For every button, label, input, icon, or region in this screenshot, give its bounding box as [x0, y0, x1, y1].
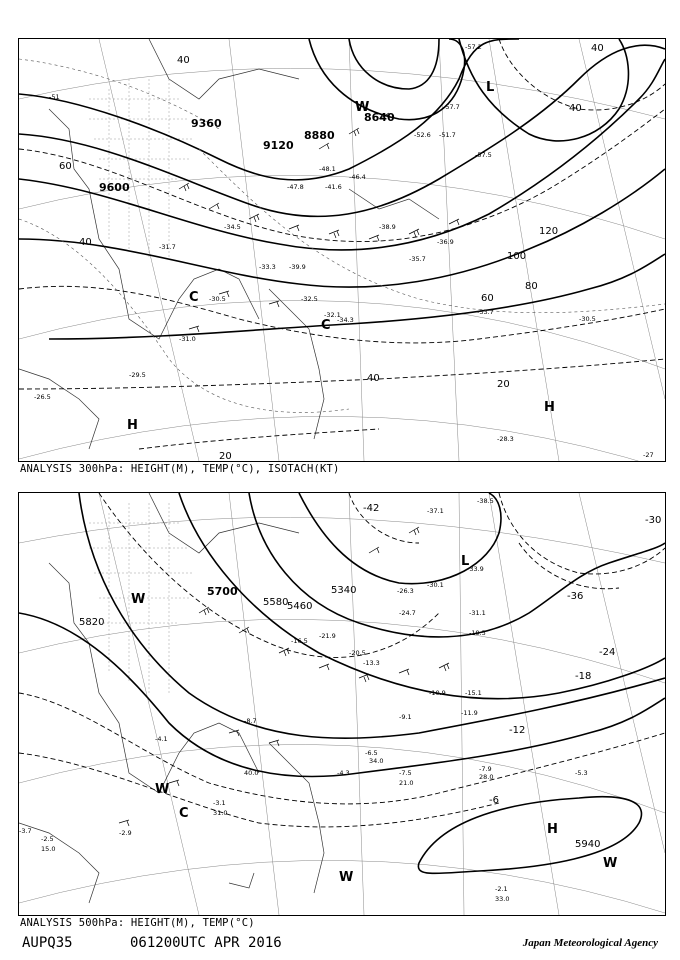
- isotach-label-40a: 40: [177, 55, 190, 66]
- station-temp: -2.1: [495, 885, 508, 893]
- height-contours: [19, 493, 665, 873]
- station-temp: -7.5: [399, 769, 412, 777]
- station-temperatures: [19, 497, 588, 903]
- station-temp: -3.7: [19, 827, 32, 835]
- isotherm-label-36: -36: [567, 591, 584, 602]
- station-temp: -11.9: [461, 709, 478, 717]
- station-temp: 31.0: [213, 809, 228, 817]
- height-label-9600: 9600: [99, 181, 130, 194]
- isotach-label-80: 80: [525, 281, 538, 292]
- station-temp: -39.9: [289, 263, 306, 271]
- station-temp: -38.5: [477, 497, 494, 505]
- isotach-label-120: 120: [539, 226, 559, 237]
- station-temp: -2.5: [41, 835, 54, 843]
- station-temp: -33.7: [477, 308, 494, 316]
- station-temp: -24.7: [399, 609, 416, 617]
- station-temp: -10.9: [429, 689, 446, 697]
- isotach-label-20b: 20: [219, 451, 232, 461]
- map-panel-300hpa: [18, 38, 666, 462]
- agency-name: Japan Meteorological Agency: [522, 937, 658, 949]
- isotherm-label-18: -18: [575, 671, 592, 682]
- station-temp: -57.2: [465, 43, 482, 51]
- station-temp: -31.0: [179, 335, 196, 343]
- station-temp: -32.1: [324, 311, 341, 319]
- analysis-datetime: 061200UTC APR 2016: [130, 935, 282, 951]
- height-label-9120: 9120: [263, 139, 294, 152]
- station-temp: 34.0: [369, 757, 384, 765]
- station-temp: -47.8: [287, 183, 304, 191]
- station-temp: -19.5: [469, 629, 486, 637]
- isotach-label-20a: 20: [497, 379, 510, 390]
- station-temp: -8.7: [244, 717, 257, 725]
- height-label-5580: 5580: [263, 597, 289, 608]
- isotach-label-60b: 60: [481, 293, 494, 304]
- station-temp: -7.9: [479, 765, 492, 773]
- isotherm-label-6: -6: [489, 795, 499, 806]
- station-temp: -21.9: [319, 632, 336, 640]
- station-temp: -57.5: [475, 151, 492, 159]
- coastline: [19, 493, 324, 903]
- station-temp: -48.1: [319, 165, 336, 173]
- station-temp: -26.5: [34, 393, 51, 401]
- low-pressure-symbol: L: [486, 80, 495, 95]
- height-label-5820: 5820: [79, 617, 105, 628]
- isotherm-label-24: -24: [599, 647, 616, 658]
- terrain-hatch: [89, 79, 194, 259]
- warm-center-symbol-a: W: [131, 592, 146, 607]
- height-label-8880: 8880: [304, 129, 335, 142]
- isotach-label-60a: 60: [59, 161, 72, 172]
- warm-center-symbol-d: W: [155, 782, 170, 797]
- map-500hpa-canvas: [19, 493, 665, 915]
- station-temp: -37.1: [427, 507, 444, 515]
- low-pressure-symbol: L: [461, 554, 470, 569]
- station-temp: -20.5: [349, 649, 366, 657]
- station-temp: -30.5: [579, 315, 596, 323]
- station-temp: -9.1: [399, 713, 412, 721]
- station-temp: -38.9: [379, 223, 396, 231]
- station-temp: -32.5: [301, 295, 318, 303]
- isotherm-label-30: -30: [645, 515, 662, 526]
- station-temp: -33.9: [467, 565, 484, 573]
- station-temp: -27: [643, 451, 654, 459]
- station-temp: -34.5: [224, 223, 241, 231]
- high-pressure-symbol-b: H: [544, 400, 555, 415]
- station-temp: 40.0: [244, 769, 259, 777]
- map-300hpa-canvas: [19, 39, 665, 461]
- station-temp: -52.6: [414, 131, 431, 139]
- station-temp: -4.3: [337, 769, 350, 777]
- map-panel-500hpa: [18, 492, 666, 916]
- station-temp: -34.3: [337, 316, 354, 324]
- isotach-label-40d: 40: [591, 43, 604, 54]
- station-temp: -36.9: [437, 238, 454, 246]
- height-label-5700: 5700: [207, 585, 238, 598]
- station-temp: -29.5: [129, 371, 146, 379]
- station-temp: -28.3: [497, 435, 514, 443]
- high-pressure-symbol: H: [547, 822, 558, 837]
- high-pressure-symbol-a: H: [127, 418, 138, 433]
- station-temp: -51: [49, 93, 60, 101]
- caption-300hpa: ANALYSIS 300hPa: HEIGHT(M), TEMP(°C), ISOTACH(KT): [20, 463, 340, 475]
- isotach-label-40e: 40: [569, 103, 582, 114]
- station-temp: 28.0: [479, 773, 494, 781]
- height-label-9360: 9360: [191, 117, 222, 130]
- station-temp: -5.3: [575, 769, 588, 777]
- station-temp: 21.0: [399, 779, 414, 787]
- graticule: [19, 493, 665, 915]
- isotach-label-40c: 40: [367, 373, 380, 384]
- cold-center-symbol: C: [179, 806, 189, 821]
- warm-center-symbol-b: W: [339, 870, 354, 885]
- isotherm-label-42: -42: [363, 503, 380, 514]
- warm-center-symbol-c: W: [603, 856, 618, 871]
- station-temp: -4.1: [155, 735, 168, 743]
- height-label-5940: 5940: [575, 839, 601, 850]
- station-temp: -31.1: [469, 609, 486, 617]
- warm-center-symbol: W: [355, 100, 370, 115]
- station-temp: -33.3: [259, 263, 276, 271]
- isotachs: [19, 39, 665, 449]
- chart-footer: [22, 935, 662, 955]
- station-temp: -30.5: [209, 295, 226, 303]
- station-temp: -57.7: [443, 103, 460, 111]
- isotach-label-40b: 40: [79, 237, 92, 248]
- station-temp: -51.7: [439, 131, 456, 139]
- isotach-label-100: 100: [507, 251, 527, 262]
- cold-center-symbol-a: C: [189, 290, 199, 305]
- station-temp: -13.3: [363, 659, 380, 667]
- height-label-5340: 5340: [331, 585, 357, 596]
- station-temp: -2.9: [119, 829, 132, 837]
- station-temp: -6.5: [365, 749, 378, 757]
- station-temp: -41.6: [325, 183, 342, 191]
- station-temp: 15.0: [41, 845, 56, 853]
- cold-center-symbol-b: C: [321, 318, 331, 333]
- chart-code: AUPQ35: [22, 935, 73, 951]
- station-temp: -16.5: [291, 637, 308, 645]
- station-temp: -15.1: [465, 689, 482, 697]
- height-label-5460: 5460: [287, 601, 313, 612]
- station-temp: 33.0: [495, 895, 510, 903]
- station-temp: -26.3: [397, 587, 414, 595]
- caption-500hpa: ANALYSIS 500hPa: HEIGHT(M), TEMP(°C): [20, 917, 255, 929]
- station-temp: -35.7: [409, 255, 426, 263]
- station-temp: -30.1: [427, 581, 444, 589]
- height-label-8640: 8640: [364, 111, 395, 124]
- station-temp: -46.4: [349, 173, 366, 181]
- station-temp: -3.1: [213, 799, 226, 807]
- isotherm-label-12: -12: [509, 725, 526, 736]
- station-temp: -31.7: [159, 243, 176, 251]
